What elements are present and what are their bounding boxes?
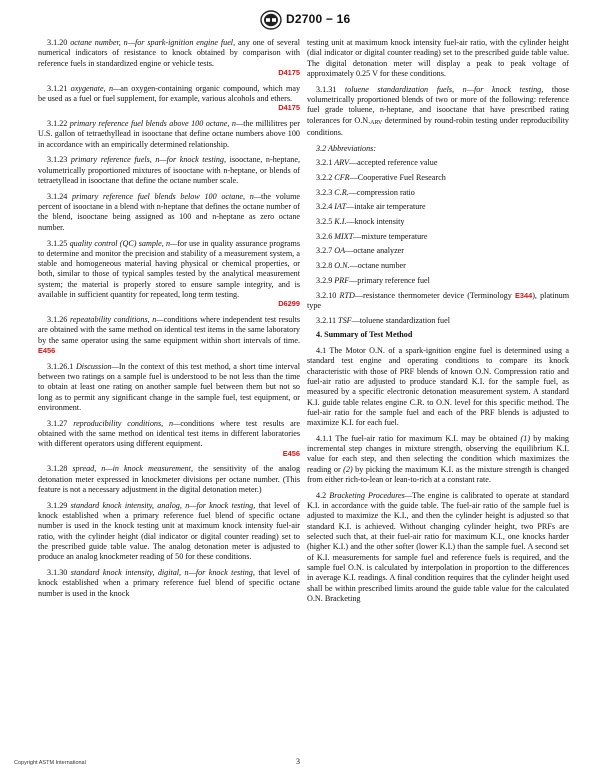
- definition-3-1-21: 3.1.21 oxygenate, n—an oxygen-containing organic compound, which may be used as a fuel or fuel supplement, for example, various alcohols and ethers. D4175: [38, 83, 301, 113]
- abbreviation-item: 3.2.7 OA—octane analyzer: [316, 246, 404, 256]
- abbreviations-list: [307, 158, 569, 286]
- page-header: [0, 10, 600, 32]
- definition-3-1-27: 3.1.27 reproducibility conditions, n—conditions where test results are obtained with the same method on identical test items in different laboratories with different operators using different equipment. E456: [38, 418, 301, 458]
- abbreviation-3-2-10: 3.2.10 RTD—resistance thermometer device (Terminology E344), platinum type: [307, 290, 570, 310]
- footer-copyright: Copyright ASTM International: [14, 760, 86, 766]
- abbreviation-item: 3.2.6 MIXT—mixture temperature: [316, 231, 428, 241]
- ref-link-d6299[interactable]: D6299: [278, 299, 300, 309]
- abbreviation-item: 3.2.8 O.N.—octane number: [316, 261, 406, 271]
- abbreviation-item: 3.2.5 K.I.—knock intensity: [316, 217, 405, 227]
- definition-3-1-25: 3.1.25 quality control (QC) sample, n—for use in quality assurance programs to determine and monitor the precision and stability of a measurement system, a stable and homogeneous material having physical or chemical properties, or both, similar to those of typical samples tested by the analytical measurement system; the material is properly stored to ensure sample integrity, and is available in sufficient quantity for repeated, long term testing. D6299: [38, 238, 300, 309]
- abbreviations-heading: 3.2 Abbreviations:: [316, 143, 377, 153]
- definition-3-1-24: 3.1.24 primary reference fuel blends below 100 octane, n—the volume percent of isooctane in a blend with n-heptane that defines the octane number of the blend, isooctane being assigned as 100 and n-heptane as zero octane number.: [38, 191, 300, 232]
- definition-3-1-29: 3.1.29 standard knock intensity, analog, n—for knock testing, that level of knock established when a primary reference fuel blend of specific octane number is used in the knock testing unit at maximum knock intensity fuel-air ratio, with the cylinder height (dial indicator or digital counter reading) set to the prescribed guide table value. The analog detonation meter is adjusted to produce an analog knockmeter reading of 50 for these conditions.: [38, 500, 300, 562]
- ref-link-d4175[interactable]: D4175: [278, 67, 300, 77]
- definition-3-1-30: 3.1.30 standard knock intensity, digital, n—for knock testing, that level of knock established when a primary reference fuel blend of specific octane number is used in the knock: [38, 568, 301, 598]
- standard-designation: D2700 − 16: [286, 12, 351, 26]
- section-4-title: 4. Summary of Test Method: [316, 330, 413, 340]
- definition-3-1-22: 3.1.22 primary reference fuel blends above 100 octane, n—the millilitres per U.S. gallon of tetraethyllead in isooctane that define octane numbers above 100 in accordance with an empirically determined relationship.: [38, 119, 300, 149]
- left-column: [38, 38, 300, 605]
- right-column: [307, 38, 569, 610]
- abbreviation-3-2-11: 3.2.11 TSF—toluene standardization fuel: [316, 315, 450, 325]
- definition-3-1-20: 3.1.20 octane number, n—for spark-ignition engine fuel, any one of several numerical indicators of resistance to knock obtained by comparison with reference fuels in standardized engine or vehicle tests. D4175: [38, 38, 301, 77]
- ref-link-e456[interactable]: E456: [282, 448, 300, 458]
- definition-3-1-30-continued: testing unit at maximum knock intensity fuel-air ratio, with the cylinder height (dial indicator or digital counter reading) set to the prescribed guide table value. The digital detonation meter will display a peak to peak voltage of approximately 0.25 V for these conditions.: [307, 38, 569, 78]
- abbreviation-item: 3.2.9 PRF—primary reference fuel: [316, 275, 430, 285]
- abbreviation-item: 3.2.3 C.R.—compression ratio: [316, 187, 415, 197]
- paragraph-4-1-1: 4.1.1 The fuel-air ratio for maximum K.I. may be obtained (1) by making incremental step changes in mixture strength, observing the equilibrium K.I. value for each step, and then selecting the condition which maximizes the reading or (2) by picking the maximum K.I. as the mixture strength is changed from either rich-to-lean or lean-to-rich at a constant rate.: [307, 433, 569, 485]
- definition-3-1-28: 3.1.28 spread, n—in knock measurement, the sensitivity of the analog detonation meter expressed in knockmeter divisions per octane number. (This feature is not a necessary adjustment in the digital detonation meter.): [38, 464, 301, 495]
- definition-3-1-23: 3.1.23 primary reference fuels, n—for knock testing, isooctane, n-heptane, volumetrically proportioned mixtures of isooctane with n-heptane, or blends of tetraetyllead in isooctane that define the octane number scale.: [38, 155, 300, 186]
- page-number: 3: [296, 757, 300, 766]
- abbreviation-item: 3.2.4 IAT—intake air temperature: [316, 202, 426, 212]
- discussion-3-1-26-1: 3.1.26.1 Discussion—In the context of this test method, a short time interval between two ratings on a sample fuel is understood to be not less than the time to obtain at least one rating on another sample fuel between them but not so long as to permit any significant change in the sample fuel, test equipment, or environment.: [38, 361, 300, 412]
- astm-logo-icon: [260, 10, 282, 30]
- abbreviation-item: 3.2.2 CFR—Cooperative Fuel Research: [316, 173, 446, 183]
- definition-3-1-26: 3.1.26 repeatability conditions, n—conditions where independent test results are obtained with the same method on identical test items in the same laboratory by the same operator using the same equipment within short intervals of time. E456: [38, 315, 301, 356]
- ref-link-d4175[interactable]: D4175: [278, 103, 300, 113]
- abbreviation-item: 3.2.1 ARV—accepted reference value: [316, 158, 438, 168]
- definition-3-1-31: 3.1.31 toluene standardization fuels, n—for knock testing, those volumetrically proportioned blends of two or more of the following: reference fuel grade toluene, n-heptane, and isooctane that have prescribed rating tolerances for O.N.ARV determined by round-robin testing under reproducibility conditions.: [307, 84, 570, 137]
- paragraph-4-1: 4.1 The Motor O.N. of a spark-ignition engine fuel is determined using a standard test engine and operating conditions to compare its knock characteristic with those of PRF blends of known O.N. Compression ratio and fuel-air ratio are adjusted to produce standard K.I. for the sample fuel, as measured by a specific electronic detonation measurement system. A standard K.I. guide table relates engine C.R. to O.N. level for this specific method. The fuel-air ratio for the sample fuel and each of the PRF blends is adjusted to maximize K.I. for each fuel.: [307, 346, 569, 428]
- ref-link-e344[interactable]: E344: [514, 290, 533, 300]
- paragraph-4-2: 4.2 Bracketing Procedures—The engine is calibrated to operate at standard K.I. in accordance with the guide table. The fuel-air ratio of the sample fuel is adjusted to maximize the K.I., and then the cylinder height is adjusted so that standard K.I. is achieved. Without changing cylinder height, two PRFs are selected such that, at their fuel-air ratio for maximum K.I., one knocks harder (higher K.I.) and the other softer (lower K.I.) than the sample fuel. A second set of K.I. measurements for sample fuel and reference fuels is required, and the sample fuel O.N. is calculated by interpolation in proportion to the differences in average K.I. readings. A final condition requires that the cylinder height used shall be within prescribed limits around the guide table value for the calculated O.N. Bracketing: [307, 490, 569, 603]
- ref-link-e456[interactable]: E456: [38, 346, 56, 356]
